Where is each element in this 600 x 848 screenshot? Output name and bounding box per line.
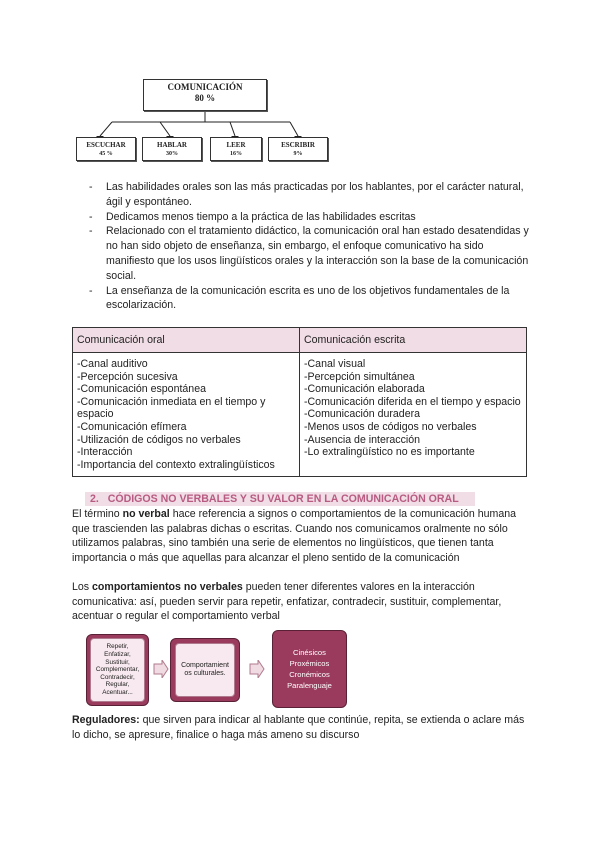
- diagram-node-escuchar: [76, 137, 136, 161]
- bullet-text: Dedicamos menos tiempo a la práctica de las habilidades escritas: [106, 210, 416, 223]
- table-header-escrita: Comunicación escrita: [300, 328, 527, 353]
- diagram-node-label: ESCUCHAR: [86, 141, 126, 149]
- bullet-dash: -: [89, 284, 93, 297]
- flow-box-tipos: [272, 630, 347, 708]
- flow-item: Proxémicos: [289, 659, 330, 668]
- flow-item: Repetir,: [106, 643, 129, 651]
- flow-box-valores: [86, 634, 149, 706]
- bullet-text: La enseñanza de la comunicación escrita es uno de los objetivos fundamentales de la escolarización.: [106, 284, 510, 312]
- bullet-item: [89, 180, 529, 210]
- flow-item: Enfatizar,: [104, 651, 131, 659]
- flow-item: Acentuar...: [102, 688, 133, 696]
- table-line: -Percepción simultánea: [304, 370, 415, 383]
- arrow-right-icon: [249, 660, 265, 683]
- diagram-node-value: 30%: [166, 151, 178, 157]
- table-line: -Canal visual: [304, 358, 366, 370]
- flow-item: Sustituir,: [105, 658, 130, 666]
- diagram-root-node: [143, 79, 267, 111]
- bullet-dash: -: [89, 225, 93, 238]
- table-line: -Comunicación efímera: [77, 420, 187, 433]
- para-text: El término: [72, 508, 123, 520]
- table-line: -Interacción: [77, 446, 133, 459]
- flow-item: Cinésicos: [293, 648, 326, 657]
- table-line: -Ausencia de interacción: [304, 433, 421, 446]
- para-text: hace referencia a signos o comportamientos de la comunicación humana que trascienden las palabras dichas o escritas. Cuando nos comunicamos oralmente no sólo utilizamos palabras, sino también una serie de elementos no lingüísticos, que tienen tanta importancia o más que aquellas para alcanzar el pleno sentido de la comunicación: [72, 508, 517, 564]
- flow-item: Contradecir,: [100, 673, 135, 681]
- arrow-right-icon: [153, 660, 169, 683]
- flow-item: Cronémicos: [289, 670, 330, 679]
- para-bold: Reguladores:: [72, 714, 140, 726]
- table-cell-escrita: [300, 353, 527, 477]
- para-text: pueden tener diferentes valores en la interacción comunicativa: así, pueden servir para repetir, enfatizar, contradecir, sustituir, complementar, acentuar o regular el comportamiento verbal: [72, 581, 502, 622]
- flow-item: Regular,: [105, 681, 130, 689]
- diagram-node-label: LEER: [226, 141, 246, 149]
- flow-item: Comportamient: [181, 661, 229, 669]
- table-line: -Importancia del contexto extralingüísticos: [77, 458, 275, 471]
- para-text: que sirven para indicar al hablante que continúe, repita, se extienda o aclare más lo dicho, se apresure, finalice o haga más ameno su discurso: [72, 714, 525, 741]
- section-number: 2.: [90, 493, 99, 505]
- table-cell-oral: [73, 353, 300, 477]
- table-line: -Comunicación diferida en el tiempo y espacio: [304, 395, 521, 408]
- para-text: Los: [72, 581, 93, 593]
- table-header-row: [73, 328, 527, 353]
- table-line: -Percepción sucesiva: [77, 370, 178, 383]
- table-line: -Canal auditivo: [77, 358, 148, 370]
- flow-item: Complementar,: [95, 666, 140, 674]
- paragraph-no-verbal: [72, 507, 528, 565]
- table-line: -Utilización de códigos no verbales: [77, 433, 241, 446]
- table-line: -Comunicación espontánea: [77, 383, 206, 396]
- comparison-table: [72, 327, 527, 477]
- diagram-node-value: 9%: [293, 151, 303, 157]
- bullet-item: [89, 224, 529, 283]
- table-line: -Menos usos de códigos no verbales: [304, 420, 477, 433]
- diagram-node-hablar: [142, 137, 202, 161]
- section-heading: [85, 492, 475, 506]
- table-header-oral: Comunicación oral: [73, 328, 300, 353]
- table-line: -Comunicación duradera: [304, 408, 421, 421]
- flow-item: Paralenguaje: [287, 681, 332, 690]
- diagram-root-label: COMUNICACIÓN: [167, 82, 243, 92]
- flow-item: os culturales.: [184, 670, 226, 677]
- bullet-text: Relacionado con el tratamiento didáctico, la comunicación oral han estado desatendidas y no han sido objeto de enseñanza, sin embargo, el enfoque comunicativo ha sido manifiesto que los usos lingüísticos orales y la interacción son la base de la comunicación social.: [106, 225, 529, 282]
- flow-box-culturales: [170, 638, 240, 702]
- diagram-node-escribir: [268, 137, 328, 161]
- diagram-node-leer: [210, 137, 262, 161]
- diagram-node-value: 45 %: [99, 151, 113, 157]
- diagram-node-label: ESCRIBIR: [281, 141, 315, 149]
- bullet-item: [89, 284, 529, 314]
- paragraph-reguladores: [72, 713, 528, 742]
- section-title: CÓDIGOS NO VERBALES Y SU VALOR EN LA COMUNICACIÓN ORAL: [107, 493, 459, 505]
- diagram-node-value: 16%: [230, 151, 242, 157]
- para-bold: comportamientos no verbales: [92, 581, 243, 593]
- bullet-item: [89, 210, 529, 225]
- table-row: [73, 353, 527, 477]
- diagram-root-value: 80 %: [194, 93, 216, 103]
- table-line: -Comunicación elaborada: [304, 383, 425, 396]
- paragraph-comportamientos: [72, 580, 528, 624]
- table-line: -Comunicación inmediata en el tiempo y espacio: [77, 395, 266, 421]
- bullet-list: [89, 180, 529, 313]
- bullet-text: Las habilidades orales son las más practicadas por los hablantes, por el carácter natural, ágil y espontáneo.: [106, 181, 524, 208]
- table-line: -Lo extralingüístico no es importante: [304, 446, 475, 459]
- diagram-node-label: HABLAR: [157, 141, 187, 149]
- bullet-dash: -: [89, 181, 93, 193]
- bullet-dash: -: [89, 210, 93, 223]
- para-bold: no verbal: [122, 508, 170, 520]
